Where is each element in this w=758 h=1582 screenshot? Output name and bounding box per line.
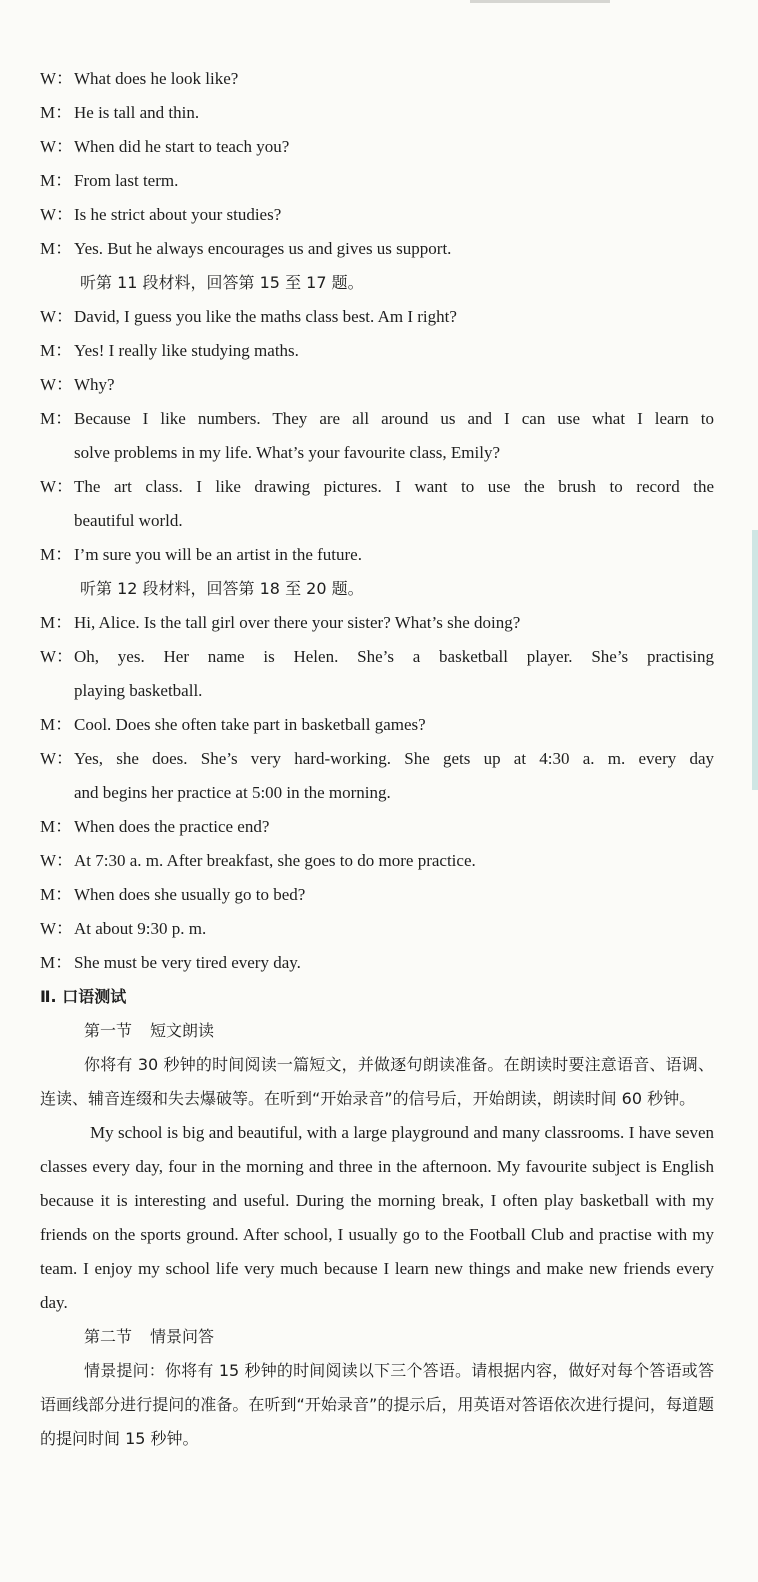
utterance-line-1: Yes, she does. She’s very hard-working. She gets up at 4:30 a. m. every day [74, 749, 714, 768]
listening-instruction-12: 听第 12 段材料，回答第 18 至 20 题。 [80, 579, 364, 598]
utterance-line-1: Because I like numbers. They are all around us and I can use what I learn to [74, 409, 714, 428]
utterance: When does the practice end? [74, 817, 270, 836]
dialogue-line [40, 164, 714, 198]
utterance-line-2: beautiful world. [74, 511, 183, 530]
speaker: M： [40, 715, 73, 734]
speaker: W： [40, 137, 74, 156]
dialogue-line [40, 810, 714, 844]
utterance: What does he look like? [74, 69, 239, 88]
utterance: Cool. Does she often take part in basketball games? [74, 715, 426, 734]
dialogue-line [40, 538, 714, 572]
speaker: W： [40, 375, 74, 394]
part2-name: 情景问答 [150, 1327, 215, 1346]
utterance: At about 9:30 p. m. [74, 919, 207, 938]
utterance: Yes! I really like studying maths. [74, 341, 299, 360]
dialogue-line [40, 912, 714, 946]
utterance-line-2: playing basketball. [74, 681, 203, 700]
dialogue-line [40, 640, 714, 708]
utterance-line-2: solve problems in my life. What’s your favourite class, Emily? [74, 443, 501, 462]
utterance: When does she usually go to bed? [74, 885, 306, 904]
dialogue-line [40, 300, 714, 334]
part1-label: 第一节 [84, 1021, 133, 1040]
utterance: I’m sure you will be an artist in the future. [74, 545, 362, 564]
dialogue-line [40, 130, 714, 164]
part2-label: 第二节 [84, 1327, 133, 1346]
dialogue-line [40, 708, 714, 742]
speaker: M： [40, 953, 73, 972]
utterance: Yes. But he always encourages us and gives us support. [74, 239, 452, 258]
part1-name: 短文朗读 [150, 1021, 215, 1040]
dialogue-line [40, 402, 714, 470]
utterance: When did he start to teach you? [74, 137, 290, 156]
speaker: W： [40, 69, 74, 88]
dialogue-line [40, 742, 714, 810]
speaker: W： [40, 205, 74, 224]
dialogue-line [40, 368, 714, 402]
section-title-oral-test: Ⅱ. 口语测试 [40, 987, 127, 1006]
part2-instructions: 情景提问：你将有 15 秒钟的时间阅读以下三个答语。请根据内容，做好对每个答语或答语画线部分进行提问的准备。在听到“开始录音”的提示后，用英语对答语依次进行提问，每道题的提问时间 15 秒钟。 [40, 1361, 714, 1448]
speaker: W： [40, 477, 74, 496]
dialogue-line [40, 606, 714, 640]
dialogue-line [40, 878, 714, 912]
utterance-line-1: The art class. I like drawing pictures. I want to use the brush to record the [74, 477, 714, 496]
speaker: M： [40, 817, 73, 836]
speaker: M： [40, 409, 73, 428]
dialogue-line [40, 334, 714, 368]
listening-instruction-11: 听第 11 段材料，回答第 15 至 17 题。 [80, 273, 364, 292]
speaker: W： [40, 647, 74, 666]
utterance: David, I guess you like the maths class best. Am I right? [74, 307, 457, 326]
dialogue-line [40, 62, 714, 96]
speaker: M： [40, 341, 73, 360]
speaker: W： [40, 919, 74, 938]
speaker: M： [40, 545, 73, 564]
utterance: Hi, Alice. Is the tall girl over there your sister? What’s she doing? [74, 613, 521, 632]
dialogue-line [40, 470, 714, 538]
utterance-line-1: Oh, yes. Her name is Helen. She’s a basketball player. She’s practising [74, 647, 714, 666]
utterance: Is he strict about your studies? [74, 205, 282, 224]
utterance: From last term. [74, 171, 179, 190]
speaker: W： [40, 851, 74, 870]
page-edge-strip [752, 530, 758, 790]
speaker: M： [40, 239, 73, 258]
dialogue-line [40, 96, 714, 130]
part1-instructions: 你将有 30 秒钟的时间阅读一篇短文，并做逐句朗读准备。在朗读时要注意语音、语调、连读、辅音连缀和失去爆破等。在听到“开始录音”的信号后，开始朗读，朗读时间 60 秒钟。 [40, 1055, 714, 1108]
speaker: W： [40, 307, 74, 326]
utterance: Why? [74, 375, 115, 394]
dialogue-line [40, 232, 714, 266]
utterance: He is tall and thin. [74, 103, 200, 122]
speaker: M： [40, 103, 73, 122]
speaker: M： [40, 885, 73, 904]
utterance: She must be very tired every day. [74, 953, 301, 972]
speaker: M： [40, 613, 73, 632]
dialogue-line [40, 844, 714, 878]
speaker: W： [40, 749, 74, 768]
reading-passage: My school is big and beautiful, with a large playground and many classrooms. I have seven classes every day, four in the morning and three in the afternoon. My favourite subject is English because it is interesting and useful. During the morning break, I often play basketball with my friends on the sports ground. After school, I usually go to the Football Club and practise with my team. I enjoy my school life very much because I learn new things and make new friends every day. [40, 1123, 714, 1312]
dialogue-line [40, 198, 714, 232]
dialogue-line [40, 946, 714, 980]
part2-heading [40, 1320, 714, 1354]
page-tab-decoration [470, 0, 610, 3]
speaker: M： [40, 171, 73, 190]
utterance: At 7:30 a. m. After breakfast, she goes to do more practice. [74, 851, 476, 870]
part1-heading [40, 1014, 714, 1048]
utterance-line-2: and begins her practice at 5:00 in the morning. [74, 783, 391, 802]
